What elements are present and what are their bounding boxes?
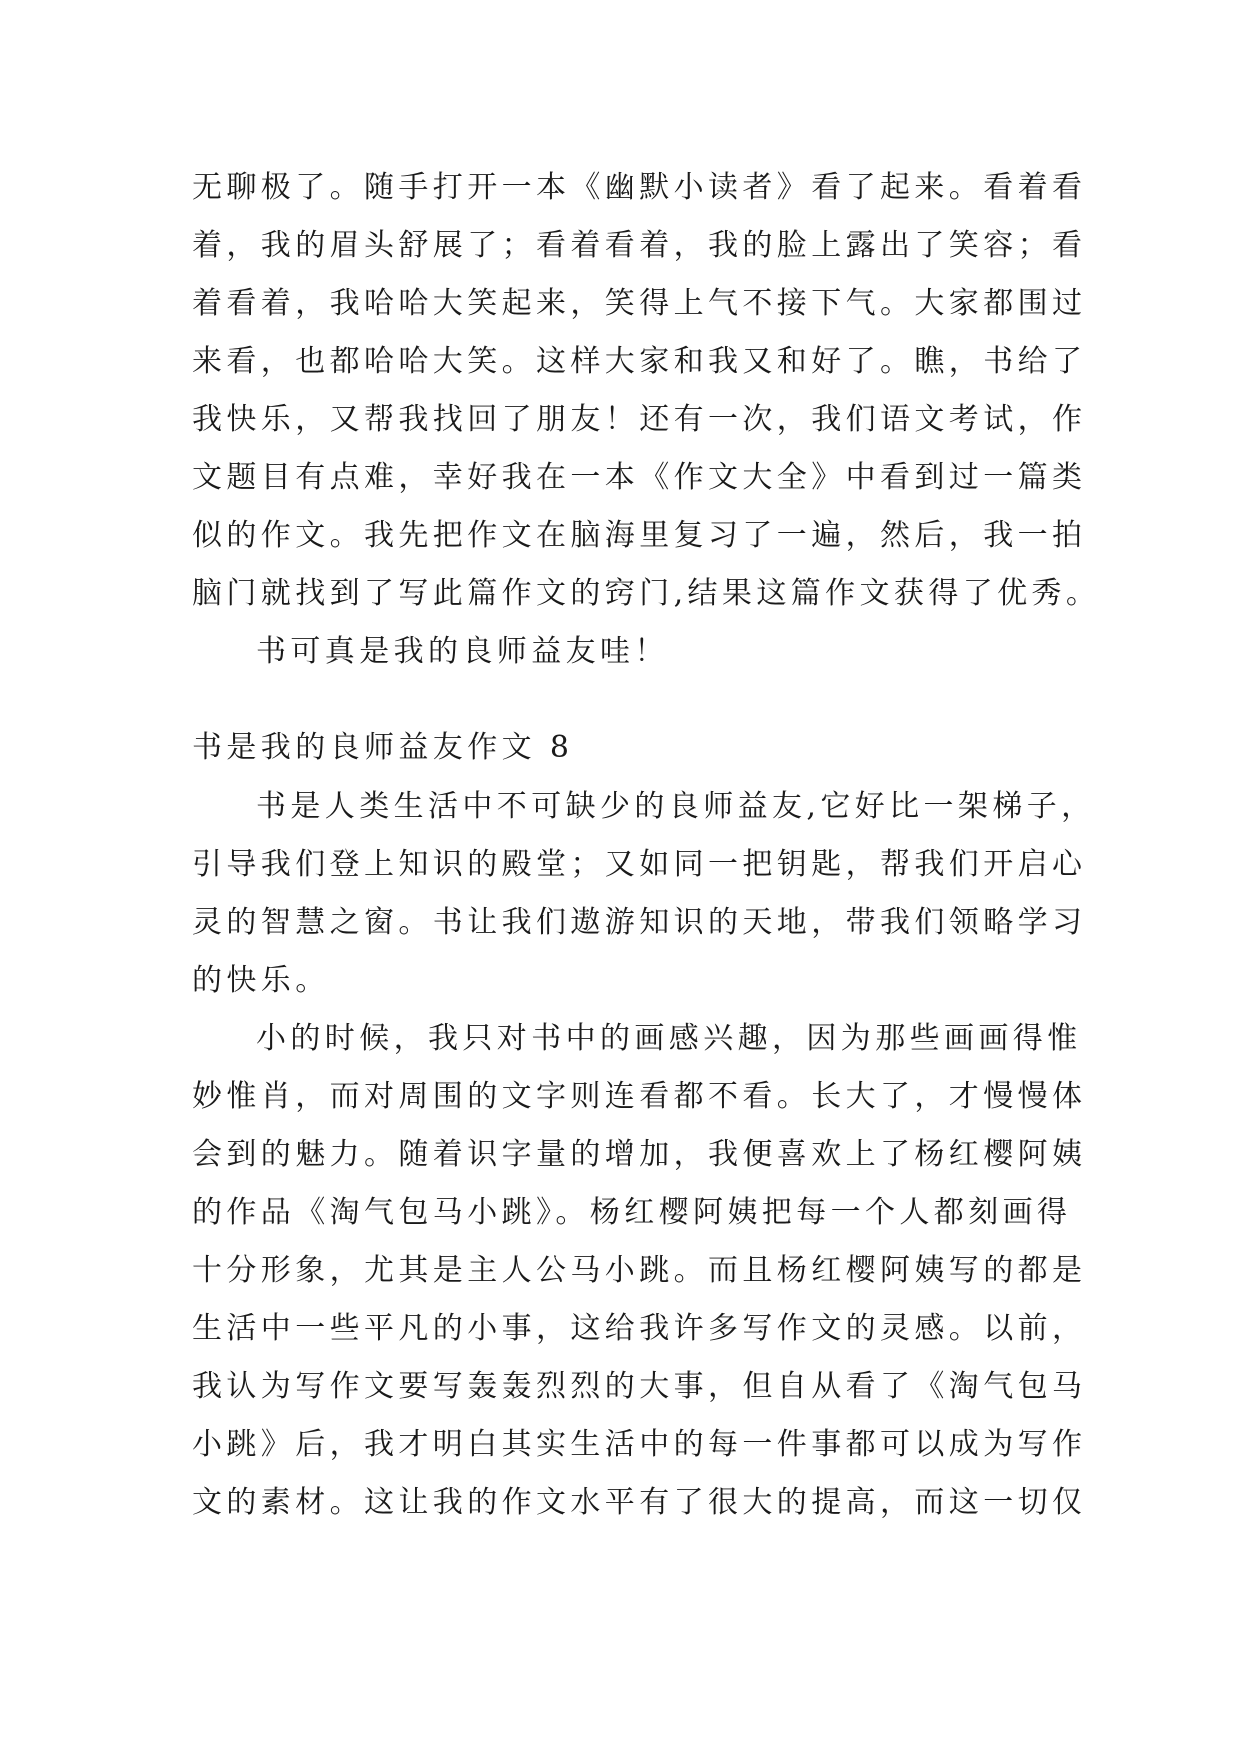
text-line: 无聊极了。随手打开一本《幽默小读者》看了起来。看着看 <box>192 170 1087 205</box>
text-line: 的作品《淘气包马小跳》。杨红樱阿姨把每一个人都刻画得 <box>192 1195 1072 1230</box>
text-line: 似的作文。我先把作文在脑海里复习了一遍，然后，我一拍 <box>192 518 1087 553</box>
text-line: 灵的智慧之窗。书让我们遨游知识的天地，带我们领略学习 <box>192 905 1087 940</box>
text-line: 妙惟肖，而对周围的文字则连看都不看。长大了，才慢慢体 <box>192 1079 1087 1114</box>
text-line: 着看着，我哈哈大笑起来，笑得上气不接下气。大家都围过 <box>192 286 1087 321</box>
text-line: 文的素材。这让我的作文水平有了很大的提高，而这一切仅 <box>192 1485 1087 1520</box>
text-line: 文题目有点难，幸好我在一本《作文大全》中看到过一篇类 <box>192 460 1087 495</box>
text-line: 生活中一些平凡的小事，这给我许多写作文的灵感。以前， <box>192 1311 1087 1346</box>
text-line: 来看，也都哈哈大笑。这样大家和我又和好了。瞧，书给了 <box>192 344 1087 379</box>
text-line: 小跳》后，我才明白其实生活中的每一件事都可以成为写作 <box>192 1427 1087 1462</box>
text-line: 书是人类生活中不可缺少的良师益友,它好比一架梯子， <box>256 789 1096 824</box>
text-line: 十分形象，尤其是主人公马小跳。而且杨红樱阿姨写的都是 <box>192 1253 1087 1288</box>
text-line: 小的时候，我只对书中的画感兴趣，因为那些画画得惟 <box>256 1021 1082 1056</box>
essay-body <box>192 778 1096 1532</box>
text-line: 引导我们登上知识的殿堂；又如同一把钥匙，帮我们开启心 <box>192 847 1087 882</box>
essay-heading: 书是我的良师益友作文 8 <box>192 730 574 765</box>
paragraph-2 <box>192 1010 1087 1532</box>
text-line: 会到的魅力。随着识字量的增加，我便喜欢上了杨红樱阿姨 <box>192 1137 1087 1172</box>
closing-line: 书可真是我的良师益友哇！ <box>256 634 669 669</box>
text-line: 的快乐。 <box>192 963 330 998</box>
text-line: 我认为写作文要写轰轰烈烈的大事，但自从看了《淘气包马 <box>192 1369 1087 1404</box>
paragraph-1 <box>192 778 1096 1010</box>
paragraph-continued <box>192 159 1101 681</box>
text-line: 脑门就找到了写此篇作文的窍门,结果这篇作文获得了优秀。 <box>192 576 1101 611</box>
text-line: 着，我的眉头舒展了；看着看着，我的脸上露出了笑容；看 <box>192 228 1087 263</box>
text-line: 我快乐，又帮我找回了朋友！还有一次，我们语文考试，作 <box>192 402 1087 437</box>
